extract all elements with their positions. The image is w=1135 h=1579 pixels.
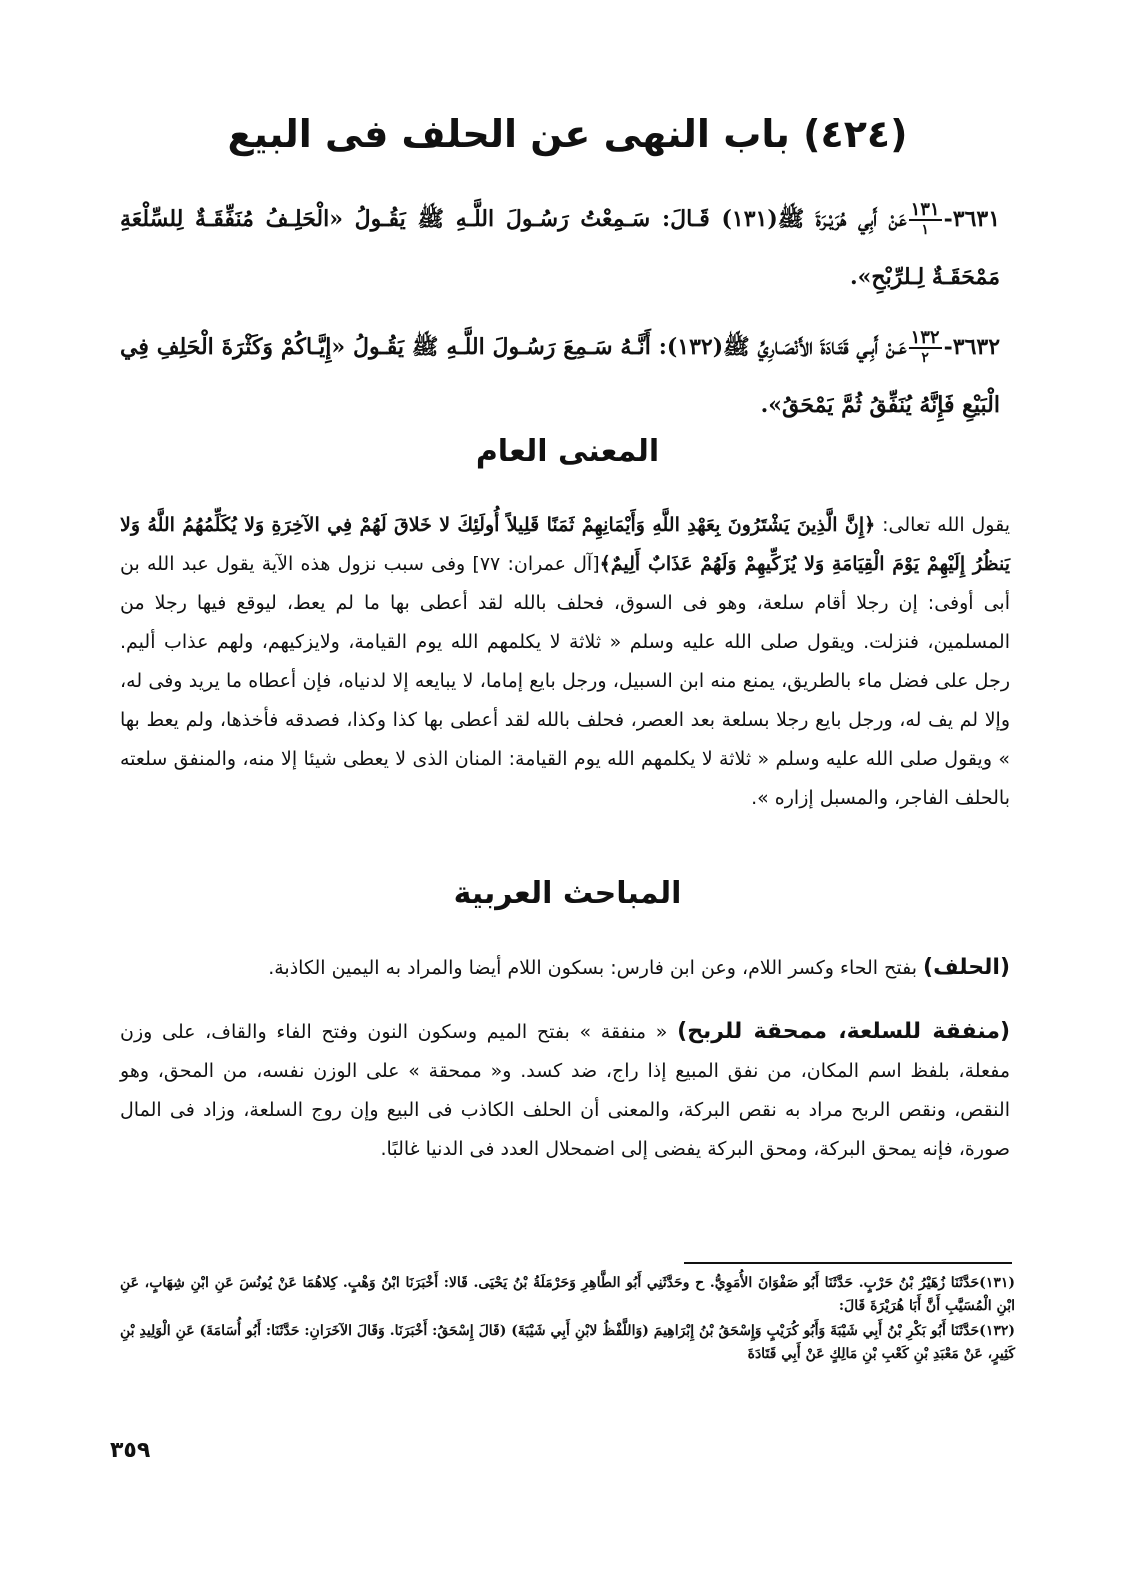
meaning-intro: يقول الله تعالى:: [875, 514, 1010, 536]
meaning-body: [آل عمران: ٧٧] وفى سبب نزول هذه الآية يقول عبد الله بن أبى أوفى: إن رجلا أقام سلعة، وهو فى السوق، فحلف بالله لقد أعطى بها ما لم يعط، ليوقع فيها رجلا من المسلمين، فنزلت. ويقول صلى الله عليه وسلم « ثلاثة لا يكلمهم الله يوم القيامة، ولايزكيهم، ولهم عذاب أليم. رجل على فضل ماء بالطريق، يمنع منه ابن السبيل، ورجل بايع إماما، لا يبايعه إلا لدنياه، فإن أعطاه ما يريد وفى له، وإلا لم يف له، ورجل بايع رجلا بسلعة بعد العصر، فحلف بالله لقد أعطى بها كذا وكذا، فصدقه فأخذها، ولم يعط بها » ويقول صلى الله عليه وسلم « ثلاثة لا يكلمهم الله يوم القيامة: المنان الذى لا يعطى شيئا إلا منه، والمنفق سلعته بالحلف الفاجر، والمسبل إزاره ».: [120, 553, 1010, 809]
footnotes: [120, 1272, 1015, 1368]
term-explanation: بفتح الحاء وكسر اللام، وعن ابن فارس: بسكون اللام أيضا والمراد به اليمين الكاذبة.: [268, 957, 924, 979]
hadith-text: عَنْ أَبِي هُرَيْـرَةَ ﷺ(١٣١) قَـالَ: سَـمِعْتُ رَسُـولَ اللَّـهِ ﷺ يَقُـولُ «الْحَلِـفُ مُنَفِّقَـةٌ لِلسِّلْعَةِ مَمْحَقَـةٌ لِـلرِّبْحِ».: [120, 206, 1000, 290]
term-entry: [120, 1012, 1010, 1169]
hadith-number: ٣٦٣١-: [943, 206, 1001, 232]
hadith-number: ٣٦٣٢-: [943, 334, 1001, 360]
hadith-fraction: $\frac{١٣٢}{٢}$: [910, 327, 940, 366]
hadith-text: عَـنْ أَبِـي قَتَـادَةَ الأَنْصَـارِيِّ ﷺ(١٣٢): أَنَّـهُ سَـمِعَ رَسُـولَ اللَّـهِ ﷺ يَقُـولُ «إِيَّـاكُمْ وَكَثْرَةَ الْحَلِفِ فِي الْبَيْعِ فَإِنَّهُ يُنَفِّقُ ثُمَّ يَمْحَقُ».: [120, 334, 1000, 418]
term-head: (منفقة للسلعة، ممحقة للربح): [677, 1019, 1010, 1044]
arabic-studies-heading: المباحث العربية: [453, 876, 682, 911]
term-explanation: « منفقة » بفتح الميم وسكون النون وفتح الفاء والقاف، على وزن مفعلة، بلفظ اسم المكان، من نفق المبيع إذا راج، ضد كسد. و« ممحقة » على الوزن نفسه، من المحق، وهو النقص، ونقص الربح مراد به نقص البركة، والمعنى أن الحلف الكاذب فى البيع وإن روج السلعة، وزاد فى المال صورة، فإنه يمحق البركة، ومحق البركة يفضى إلى اضمحلال العدد فى الدنيا غالبًا.: [120, 1021, 1010, 1160]
term-head: (الحلف): [923, 955, 1010, 980]
meaning-heading: المعنى العام: [475, 434, 660, 469]
hadith-3631: [120, 190, 1000, 306]
page-number: ٣٥٩: [110, 1438, 151, 1463]
general-meaning-paragraph: [120, 506, 1010, 818]
footnote-divider: [684, 1262, 1012, 1264]
footnote: (١٣٢)حَدَّثَنَا أَبُو بَكْرِ بْنُ أَبِي شَيْبَةَ وَأَبُو كُرَيْبٍ وَإِسْحَقُ بْنُ إِبْرَاهِيمَ (وَاللَّفْظُ لابْنِ أَبِي شَيْبَةَ) (قَالَ إِسْحَقُ: أَخْبَرَنَا. وَقَالَ الآخَرَانِ: حَدَّثَنَا: أَبُو أُسَامَةَ) عَنِ الْوَلِيدِ بْنِ كَثِيرٍ، عَنْ مَعْبَدِ بْنِ كَعْبِ بْنِ مَالِكٍ عَنْ أَبِي قَتَادَةَ: [120, 1323, 1015, 1362]
chapter-title: (٤٢٤) باب النهى عن الحلف فى البيع: [227, 112, 908, 156]
quran-verse: ﴿إِنَّ الَّذِينَ يَشْتَرُونَ بِعَهْدِ اللَّهِ وَأَيْمَانِهِمْ ثَمَنًا قَلِيلاً أُولَئِكَ لا خَلاقَ لَهُمْ فِي الآخِرَةِ وَلا يُكَلِّمُهُمُ اللَّهُ وَلا يَنظُرُ إِلَيْهِمْ يَوْمَ الْقِيَامَةِ وَلا يُزَكِّيهِمْ وَلَهُمْ عَذَابٌ أَلِيمٌ﴾: [120, 514, 1010, 575]
term-entry: [120, 948, 1010, 988]
hadith-fraction: $\frac{١٣١}{١}$: [910, 199, 940, 238]
hadith-3632: [120, 318, 1000, 434]
footnote: (١٣١)حَدَّثَنَا زُهَيْرُ بْنُ حَرْبٍ. حَدَّثَنَا أَبُو صَفْوَانَ الأُمَوِيُّ. ح وحَدَّثَنِي أَبُو الطَّاهِرِ وَحَرْمَلَةُ بْنُ يَحْيَى. قَالا: أَخْبَرَنَا ابْنُ وَهْبٍ. كِلاهُمَا عَنْ يُونُسَ عَنِ ابْنِ شِهَابٍ، عَنِ ابْنِ الْمُسَيَّبِ أَنَّ أَبَا هُرَيْرَةَ قَالَ:: [120, 1275, 1015, 1314]
